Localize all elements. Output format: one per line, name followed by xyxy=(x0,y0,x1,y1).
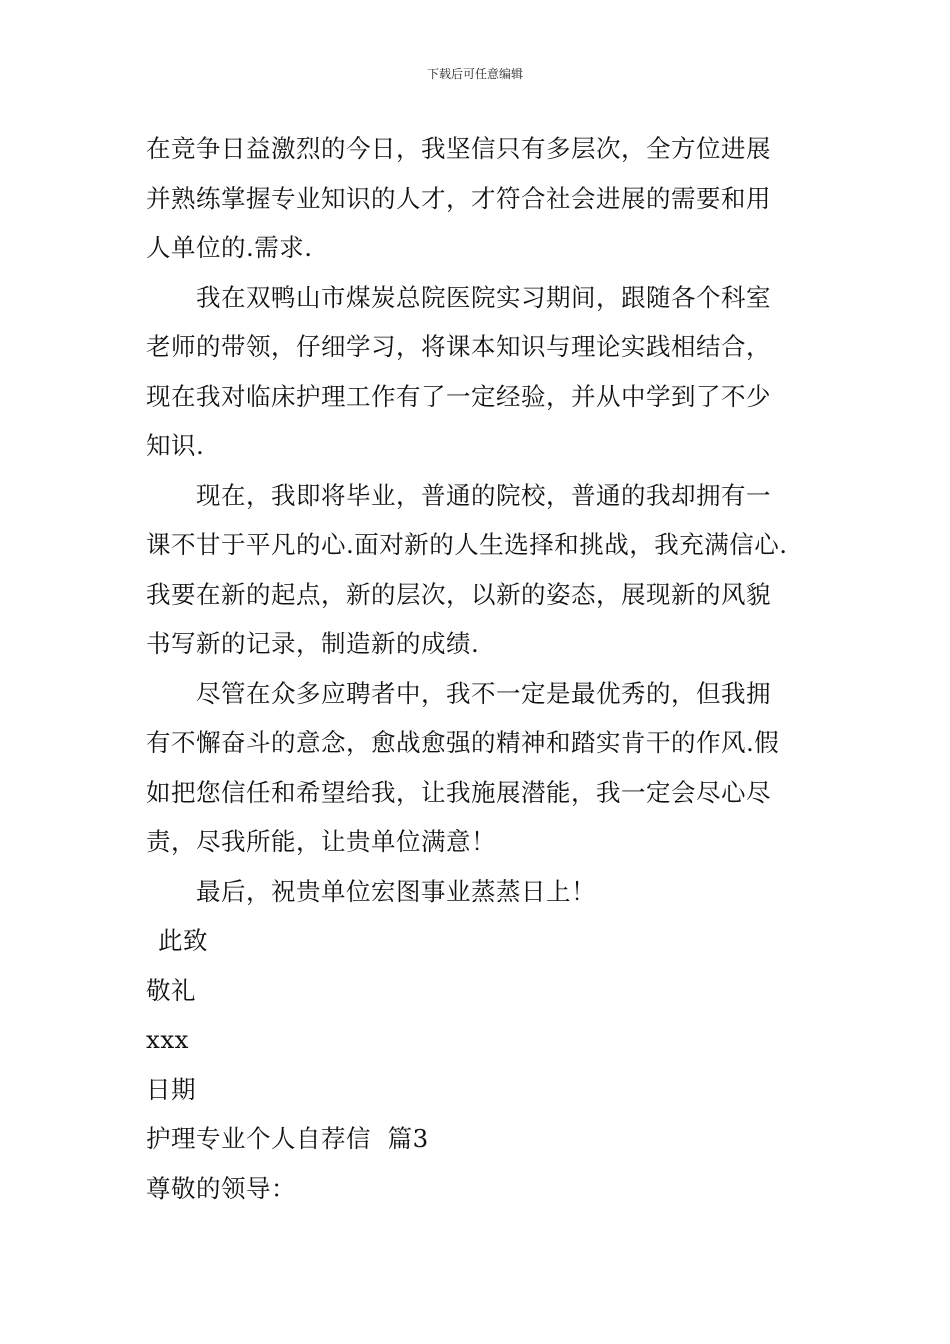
text-line: 在竞争日益激烈的今日，我坚信只有多层次，全方位进展 xyxy=(146,134,771,163)
text-line: 现在，我即将毕业，普通的院校，普通的我却拥有一 xyxy=(196,480,771,510)
closing-salute: 敬礼 xyxy=(146,975,196,1005)
date-label: 日期 xyxy=(146,1074,196,1104)
paragraph-4 xyxy=(146,669,816,867)
text-line: 并熟练掌握专业知识的人才，才符合社会进展的需要和用 xyxy=(146,183,771,213)
section-title: 护理专业个人自荐信 篇3 xyxy=(146,1124,429,1153)
text-line: 老师的带领，仔细学习，将课本知识与理论实践相结合， xyxy=(146,332,771,361)
text-line: 知识. xyxy=(146,431,205,460)
closing-phrase: 此致 xyxy=(158,926,208,955)
page-header: 下载后可任意编辑 xyxy=(426,67,523,81)
text-line: 人单位的.需求. xyxy=(146,233,313,262)
text-line: 如把您信任和希望给我，让我施展潜能，我一定会尽心尽 xyxy=(146,777,771,807)
salutation: 尊敬的领导： xyxy=(146,1173,296,1203)
text-line: 我在双鸭山市煤炭总院医院实习期间，跟随各个科室 xyxy=(196,282,771,312)
paragraph-3 xyxy=(146,471,816,669)
text-line: 尽管在众多应聘者中，我不一定是最优秀的，但我拥 xyxy=(196,678,771,708)
signature: xxx xyxy=(146,1025,189,1054)
paragraph-2 xyxy=(146,273,816,471)
paragraph-1 xyxy=(146,124,816,273)
text-line: 现在我对临床护理工作有了一定经验，并从中学到了不少 xyxy=(146,381,771,411)
text-line: 有不懈奋斗的意念，愈战愈强的精神和踏实肯干的作风.假 xyxy=(146,728,780,757)
text-line: 书写新的记录，制造新的成绩. xyxy=(146,629,480,658)
text-line: 责，尽我所能，让贵单位满意！ xyxy=(146,827,496,856)
text-line: 我要在新的起点，新的层次，以新的姿态，展现新的风貌 xyxy=(146,579,771,609)
text-line: 课不甘于平凡的心.面对新的人生选择和挑战，我充满信心. xyxy=(146,530,788,559)
paragraph-5: 最后，祝贵单位宏图事业蒸蒸日上！ xyxy=(196,876,596,906)
letter-body xyxy=(146,124,816,1213)
